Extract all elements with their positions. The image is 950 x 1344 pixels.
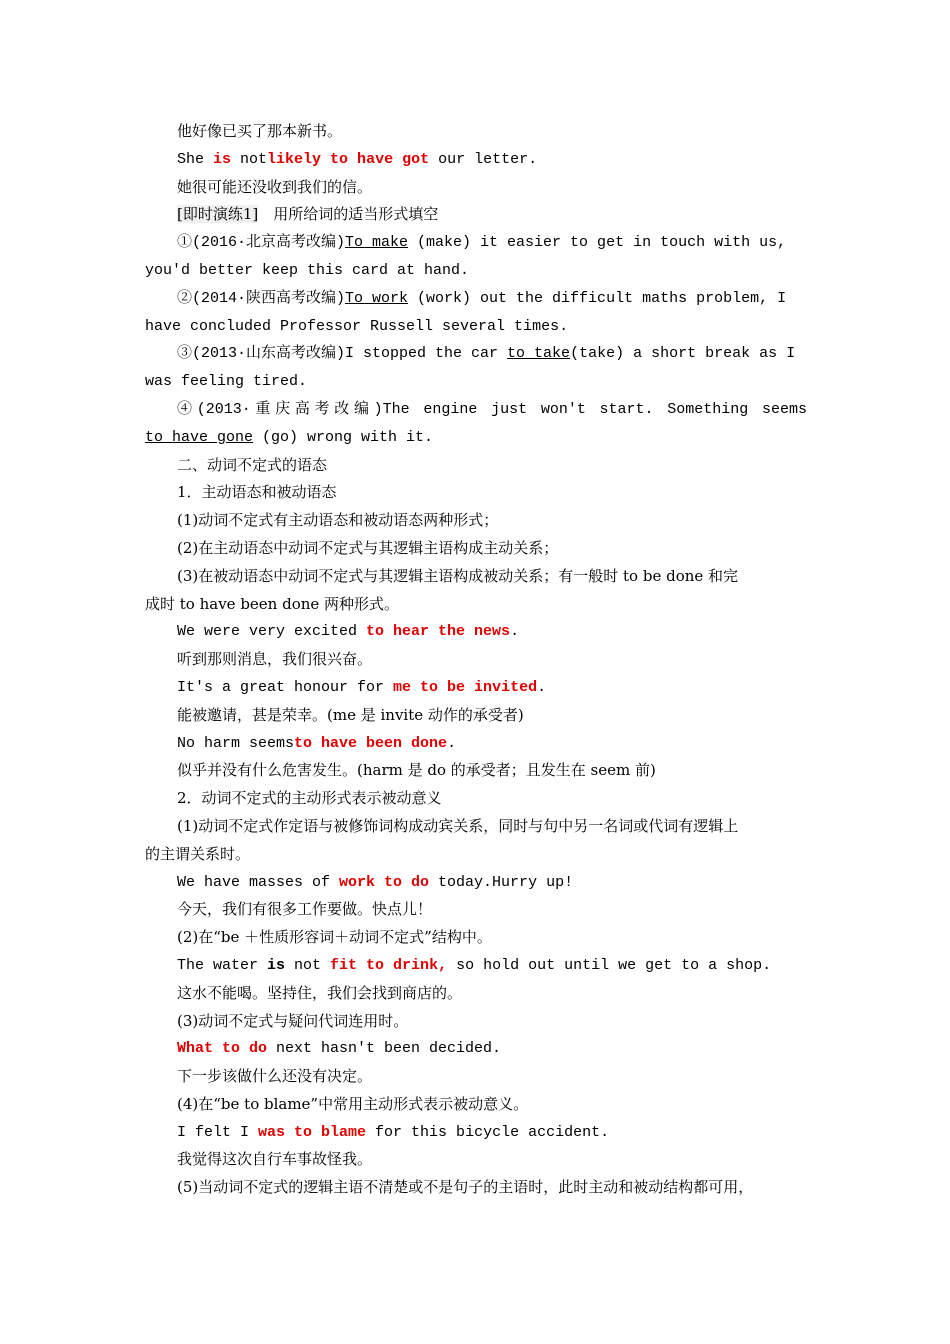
section-heading: 二、动词不定式的语态 — [177, 455, 328, 474]
example-sentence: She is notlikely to have got our letter. — [177, 150, 538, 168]
exercise-item-4: ④(2013·重庆高考改编)The engine just won't start. Something seems — [177, 400, 807, 418]
highlight: was to blame — [258, 1123, 367, 1141]
highlight: What to do — [177, 1040, 268, 1058]
subsection-heading: 1．主动语态和被动语态 — [177, 483, 337, 502]
example-sentence: We were very excited to hear the news. — [177, 623, 520, 641]
highlight: me to be invited — [393, 678, 538, 696]
text-line: 下一步该做什么还没有决定。 — [177, 1067, 373, 1086]
text-line: 能被邀请，甚是荣幸。(me 是 invite 动作的承受者) — [177, 705, 524, 724]
text-line: you'd better keep this card at hand. — [145, 261, 470, 279]
text-line: 今天，我们有很多工作要做。快点儿！ — [177, 900, 433, 919]
highlight: work to do — [339, 873, 430, 891]
text-line: 成时 to have been done 两种形式。 — [145, 594, 400, 613]
text-line: (2)在主动语态中动词不定式与其逻辑主语构成主动关系； — [177, 538, 559, 557]
example-sentence: The water is not fit to drink, so hold out until we get to a shop. — [177, 956, 772, 974]
exercise-tag: [即时演练1] — [177, 205, 259, 224]
text-line: 听到那则消息，我们很兴奋。 — [177, 650, 373, 669]
text-line: 似乎并没有什么危害发生。(harm 是 do 的承受者；且发生在 seem 前) — [177, 761, 656, 780]
exercise-item-1: ①(2016·北京高考改编)To make (make) it easier to get in touch with us, — [177, 234, 787, 252]
text-line: was feeling tired. — [145, 373, 308, 391]
text-line: 她很可能还没收到我们的信。 — [177, 177, 373, 196]
highlight: is — [267, 956, 286, 974]
text-line: to have gone (go) wrong with it. — [145, 428, 434, 446]
document-page — [145, 118, 807, 1202]
text-line: (2)在“be ＋性质形容词＋动词不定式”结构中。 — [177, 928, 492, 947]
example-sentence: We have masses of work to do today.Hurry up! — [177, 873, 574, 891]
subsection-heading: 2．动词不定式的主动形式表示被动意义 — [177, 789, 442, 808]
answer: to take — [507, 345, 571, 363]
answer: To work — [345, 289, 409, 307]
example-sentence: No harm seemsto have been done. — [177, 734, 457, 752]
answer: To make — [345, 234, 409, 252]
text-line: 他好像已买了那本新书。 — [177, 122, 343, 140]
text-line: 我觉得这次自行车事故怪我。 — [177, 1150, 373, 1169]
example-sentence: What to do next hasn't been decided. — [177, 1040, 502, 1058]
highlight: to have been done — [294, 734, 448, 752]
text-line: (3)动词不定式与疑问代词连用时。 — [177, 1011, 409, 1030]
text-line: (5)当动词不定式的逻辑主语不清楚或不是句子的主语时，此时主动和被动结构都可用， — [177, 1178, 754, 1197]
example-sentence: I felt I was to blame for this bicycle accident. — [177, 1123, 610, 1141]
text-line: (1)动词不定式有主动语态和被动语态两种形式； — [177, 511, 499, 530]
exercise-item-2: ②(2014·陕西高考改编)To work (work) out the difficult maths problem, I — [177, 289, 787, 307]
answer: to have gone — [145, 428, 254, 446]
highlight: to hear the news — [366, 623, 511, 641]
exercise-heading: [即时演练1] 用所给词的适当形式填空 — [177, 205, 439, 224]
text-line: (3)在被动语态中动词不定式与其逻辑主语构成被动关系；有一般时 to be done 和完 — [177, 566, 739, 585]
text-line: (1)动词不定式作定语与被修饰词构成动宾关系，同时与句中另一名词或代词有逻辑上 — [177, 816, 739, 835]
highlight: fit to drink, — [330, 956, 448, 974]
text-line: (4)在“be to blame”中常用主动形式表示被动意义。 — [177, 1094, 529, 1113]
text-line: 这水不能喝。坚持住，我们会找到商店的。 — [177, 983, 463, 1002]
highlight: is — [213, 150, 232, 168]
exercise-item-3: ③(2013·山东高考改编)I stopped the car to take(take) a short break as I — [177, 345, 796, 363]
text-line: 的主谓关系时。 — [145, 844, 251, 863]
example-sentence: It's a great honour for me to be invited. — [177, 678, 547, 696]
text-line: have concluded Professor Russell several times. — [145, 317, 569, 335]
highlight: likely to have got — [267, 150, 430, 168]
